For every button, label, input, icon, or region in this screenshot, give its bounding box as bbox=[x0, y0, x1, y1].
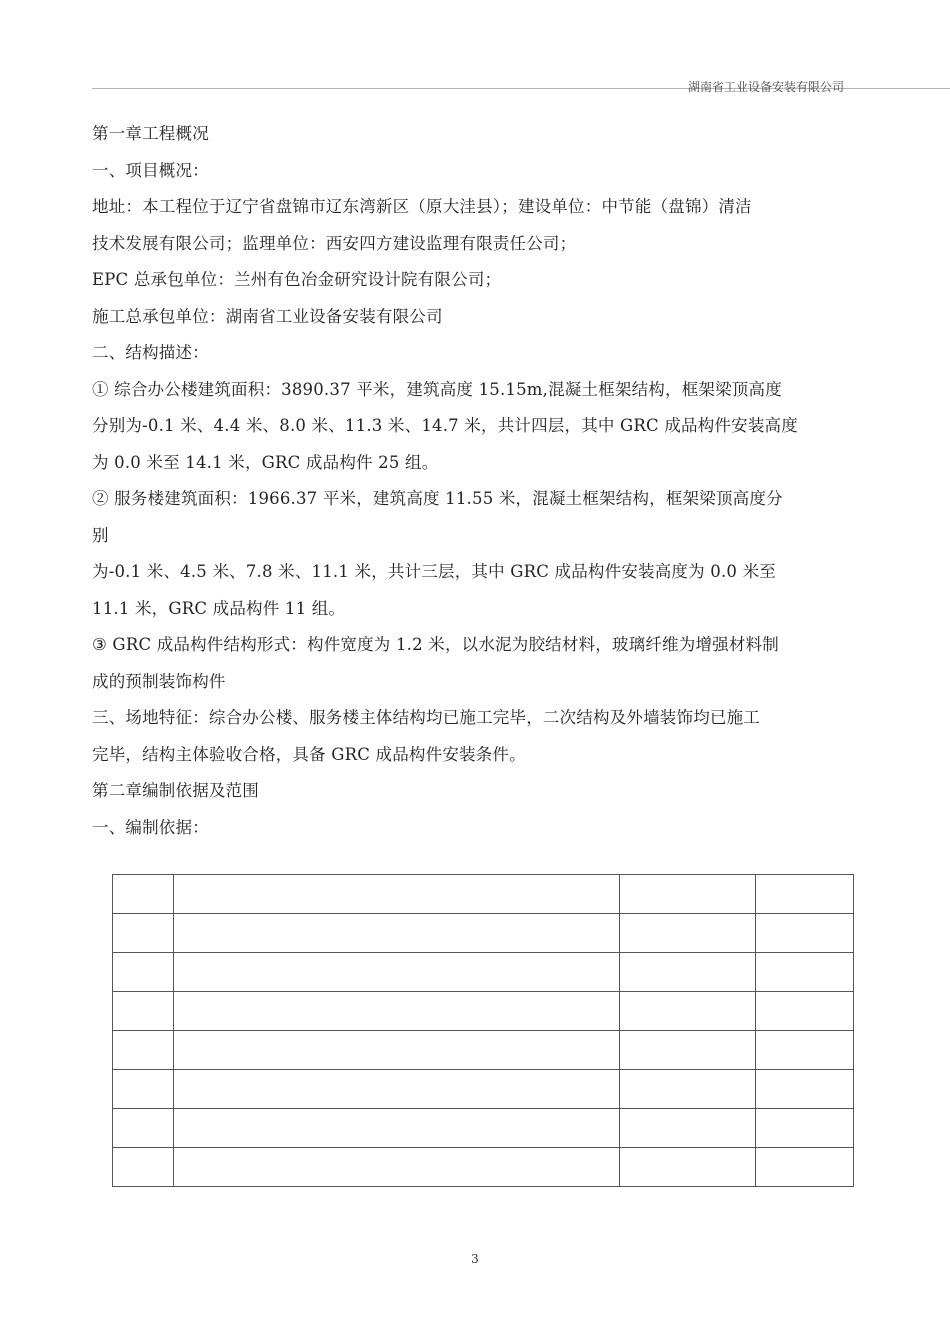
section-basis-heading: 一、编制依据： bbox=[92, 817, 209, 837]
table-cell bbox=[174, 1148, 620, 1187]
basis-table bbox=[112, 874, 854, 1187]
address-text: 地址：本工程位于辽宁省盘锦市辽东湾新区（原大洼县）；建设单位：中节能（盘锦）清洁 bbox=[92, 197, 752, 216]
table-row bbox=[113, 1070, 854, 1109]
table-cell bbox=[174, 1070, 620, 1109]
table-cell bbox=[620, 914, 756, 953]
service-building-text-end: 11.1 米，GRC 成品构件 11 组。 bbox=[92, 598, 346, 618]
table-cell bbox=[620, 953, 756, 992]
chapter-2-title: 第二章编制依据及范围 bbox=[92, 781, 259, 800]
table-cell bbox=[756, 1031, 854, 1070]
grc-component-text-end: 成的预制装饰构件 bbox=[92, 671, 226, 691]
table-row bbox=[113, 992, 854, 1031]
chapter-1-title: 第一章工程概况 bbox=[92, 124, 209, 143]
table-cell bbox=[756, 1109, 854, 1148]
address-text-cont: 技术发展有限公司；监理单位：西安四方建设监理有限责任公司； bbox=[92, 233, 577, 253]
office-building-text-cont: 分别为-0.1 米、4.4 米、8.0 米、11.3 米、14.7 米，共计四层，其中 GRC 成品构件安装高度 bbox=[92, 416, 798, 435]
office-building-text-end: 为 0.0 米至 14.1 米，GRC 成品构件 25 组。 bbox=[92, 452, 439, 472]
service-building-text-cont: 为-0.1 米、4.5 米、7.8 米、11.1 米，共计三层，其中 GRC 成品构件安装高度为 0.0 米至 bbox=[92, 562, 776, 581]
table-cell bbox=[756, 953, 854, 992]
table-cell bbox=[113, 914, 174, 953]
table-cell bbox=[756, 914, 854, 953]
table-row bbox=[113, 875, 854, 914]
service-building-text: ② 服务楼建筑面积：1966.37 平米，建筑高度 11.55 米，混凝土框架结构，框架梁顶高度分 bbox=[92, 489, 783, 508]
epc-contractor-text: EPC 总承包单位：兰州有色冶金研究设计院有限公司； bbox=[92, 270, 502, 289]
table-row bbox=[113, 953, 854, 992]
page-number: 3 bbox=[471, 1252, 479, 1266]
grc-component-text: ③ GRC 成品构件结构形式：构件宽度为 1.2 米，以水泥为胶结材料，玻璃纤维为增强材料制 bbox=[92, 635, 779, 654]
table-row bbox=[113, 1031, 854, 1070]
table-cell bbox=[174, 875, 620, 914]
table-cell bbox=[113, 953, 174, 992]
table-cell bbox=[174, 953, 620, 992]
table-cell bbox=[113, 1031, 174, 1070]
table-cell bbox=[620, 1148, 756, 1187]
table-cell bbox=[620, 875, 756, 914]
table-cell bbox=[113, 875, 174, 914]
table-cell bbox=[174, 1109, 620, 1148]
service-building-text-wrap: 别 bbox=[92, 525, 109, 545]
table-cell bbox=[620, 992, 756, 1031]
section-project-overview-heading: 一、项目概况： bbox=[92, 160, 209, 180]
document-body bbox=[92, 116, 870, 846]
table-cell bbox=[113, 1109, 174, 1148]
table-cell bbox=[620, 1031, 756, 1070]
general-contractor-text: 施工总承包单位：湖南省工业设备安装有限公司 bbox=[92, 306, 443, 326]
table-cell bbox=[620, 1070, 756, 1109]
table-cell bbox=[113, 1148, 174, 1187]
table-cell bbox=[113, 992, 174, 1031]
site-features-text-end: 完毕，结构主体验收合格，具备 GRC 成品构件安装条件。 bbox=[92, 744, 526, 764]
table-cell bbox=[756, 1070, 854, 1109]
table-cell bbox=[113, 1070, 174, 1109]
table-row bbox=[113, 1109, 854, 1148]
table-cell bbox=[756, 1148, 854, 1187]
table-cell bbox=[620, 1109, 756, 1148]
section-structure-heading: 二、结构描述： bbox=[92, 343, 209, 362]
table-cell bbox=[756, 875, 854, 914]
table-cell bbox=[174, 992, 620, 1031]
header-company-name: 湖南省工业设备安装有限公司 bbox=[688, 80, 845, 94]
site-features-text: 三、场地特征：综合办公楼、服务楼主体结构均已施工完毕，二次结构及外墙装饰均已施工 bbox=[92, 708, 760, 727]
table-row bbox=[113, 1148, 854, 1187]
table-cell bbox=[174, 1031, 620, 1070]
table-row bbox=[113, 914, 854, 953]
table-cell bbox=[756, 992, 854, 1031]
table-cell bbox=[174, 914, 620, 953]
office-building-text: ① 综合办公楼建筑面积：3890.37 平米，建筑高度 15.15m,混凝土框架结构，框架梁顶高度 bbox=[92, 379, 782, 399]
